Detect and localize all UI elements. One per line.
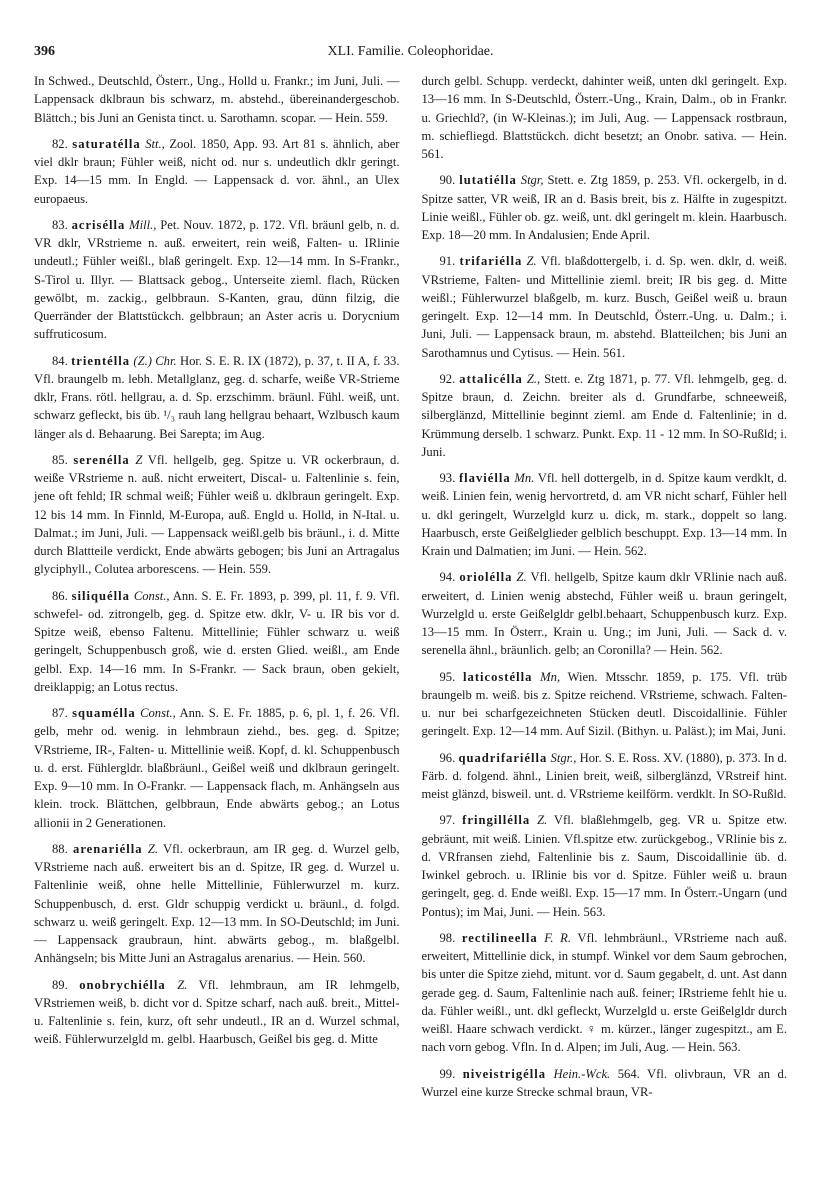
species-name: niveistrigélla	[462, 1066, 547, 1081]
species-name: onobrychiélla	[79, 977, 166, 992]
species-description: Ann. S. E. Fr. 1885, p. 6, pl. 1, f. 26. Vfl. gelb, mehr od. wenig. in lehmbraun ziehd., bes. geg. d. Spitze; VRstrieme, IR-, Falten- u. Mittellinie weiß. Kopf, d. kl. Schuppenbusch u. d. erst. Fühlergldr. blaßbräunl., Geißel weiß und dklbraun geringelt. Exp. 9—10 mm. In O-Frankr. — Lappensack flach, m. Anhängseln aus klein. trock. Blättchen, gelbbraun, Ende abwärts gebog.; an Lotus allionii in 2 Generationen.	[34, 706, 400, 830]
species-number: 95.	[439, 669, 456, 684]
species-description: Stett. e. Ztg 1871, p. 77. Vfl. lehmgelb, geg. d. Spitze braun, d. Zeichn. breiter als d. Grundfarbe, schneeweiß, silberglänzd, Mittellinie beginnt zieml. am Ende d. Faltenlinie; in d. Krümmung derselb. 1 schwarz. Punkt. Exp. 11 - 12 mm. In SO-Rußld; i. Juni.	[421, 371, 787, 459]
species-description: Vfl. hell dottergelb, in d. Spitze kaum verdklt, d. weiß. Linien fein, wenig hervortretd, d. am VR nicht scharf, Fühler hell u. dkl geringelt, Wurzelgld kurz u. dick, m. stark., doppelt so lang. Haarbusch, erste Geißelglieder gelblich beschuppt. Exp. 13—14 mm. In Krain und Dalmatien; im Juni. — Hein. 562.	[421, 471, 788, 558]
species-author: Z	[135, 452, 143, 467]
species-number: 96.	[439, 750, 456, 765]
species-number: 84.	[52, 353, 68, 368]
left-column	[34, 72, 400, 1109]
species-author: F. R.	[544, 930, 571, 945]
species-number: 97.	[439, 813, 456, 828]
species-entry	[422, 1065, 788, 1102]
species-entry	[422, 171, 788, 244]
species-name: saturatélla	[72, 136, 141, 151]
species-author: Hein.-Wck.	[553, 1066, 611, 1081]
species-name: quadrifariélla	[458, 750, 548, 765]
species-number: 87.	[52, 706, 68, 720]
species-description: Vfl. hellgelb, Spitze kaum dklr VRlinie nach auß. erweitert, d. Linien wenig abstechd, Fühler weiß u. braun geringelt, Wurzelgld u. erste Geißelgldr gelbl.behaart, Schuppenbusch kurz. Exp. 13—15 mm. In Österr., Krain u. Ung.; im Juni, Juli. — Sack d. v. serenella ähnl., bräunlich. gelb; an Coronilla? — Hein. 562.	[421, 570, 787, 658]
species-number: 88.	[52, 841, 68, 856]
right-column	[422, 72, 788, 1109]
species-description: Vfl. blaßdottergelb, i. d. Sp. wen. dklr, d. weiß. VRstrieme, Falten- und Mittellinie zieml. breit; IR bis geg. d. Mitte weißl.; Fühlerwurzel blaßgelb, m. kurz. Busch, Geißel weiß u. braun geringelt. Exp. 12—14 mm. In Deutschld, Österr.-Ung. u. Dalm.; i. Juni, Juli. — Lappensack braun, m. abstehd. Blatteilchen; bis Juni an Sarothamnus und Cytisus. — Hein. 561.	[421, 254, 788, 360]
species-name: arenariélla	[73, 841, 143, 856]
species-entry	[422, 749, 788, 804]
species-description: Vfl. ockerbraun, am IR geg. d. Wurzel gelb, VRstrieme nach auß. erweitert bis an d. Spitze, IR geg. d. Wurzel u. Faltenlinie weiß, ohne helle Mittellinie, Fühlerwurzel m. kurz. Schuppenbusch, d. erst. Gldr schuppig verdickt u. bräunl., d. folgd. schwarz u. weiß geringelt. Exp. 12—13 mm. In SO-Deutschld; im Juni. — Lappensack graubraun, hint. abwärts gebog., m. blaßgelbl. Anhängseln; bis Mitte Juni an Astragalus arenarius. — Hein. 560.	[34, 841, 400, 966]
species-number: 83.	[52, 217, 68, 232]
species-author: Mill.,	[129, 217, 157, 232]
species-name: siliquélla	[71, 588, 130, 603]
species-description: Vfl. blaßlehmgelb, geg. VR u. Spitze etw. gebräunt, mit weiß. Linien. Vfl.spitze etw. zurückgebog., VRlinie bis z. d. VRfransen ziehd, Faltenlinie bis z. Saum, Discoidallinie üb. d. Iwinkel gebroch. u. IRlinie bis vor d. Spitze. Fühler weiß u. braun geringelt, geg. d. Ende weißl. Exp. 15—17 mm. In Österr.-Ungarn (und Pontus); im Mai, Juni. — Hein. 563.	[421, 813, 788, 919]
species-entry	[422, 72, 788, 163]
species-description: durch gelbl. Schupp. verdeckt, dahinter weiß, unten dkl geringelt. Exp. 13—16 mm. In S-Deutschld, Österr.-Ung., Krain, Dalm., ob in Frankr. u. Griechld?, (in W-Kleinas.); im Juli, Aug. — Lappensack rostbraun, m. schiefliegd. Blattstückch. dicht besetzt; an Onobr. sativa. — Hein. 561.	[421, 74, 787, 161]
text-columns	[34, 72, 787, 1109]
species-number: 85.	[52, 452, 68, 467]
species-description: Wien. Mtsschr. 1859, p. 175. Vfl. trüb braungelb m. weiß. bis z. Spitze reichend. VRstrieme, schwach. Falten- u. nur bei scharfgezeichneten Stücken deutl. Discoidallinie. Fühler geringelt. Exp. 12—14 mm. Auf Sizil. (Bithyn. u. Paläst.); im Mai, Juni.	[421, 669, 788, 739]
species-description: Zool. 1850, App. 93. Art 81 s. ähnlich, aber viel dklr braun; Fühler weiß, nicht od. nur s. undeutlich dklr geringt. Exp. 14—15 mm. In Engld. — Lappensack d. vor. ähnl., an Ulex europaeus.	[34, 136, 400, 206]
species-entry	[34, 216, 400, 344]
species-number: 86.	[52, 588, 68, 603]
species-description: Vfl. hellgelb, geg. Spitze u. VR ockerbraun, d. weiße VRstrieme n. auß. nicht erweitert, Discal- u. Faltenlinie s. fein, jene oft fehld; IR schmal weiß; Fühler weiß u. dklbraun geringelt. Exp. 12 bis 14 mm. In Finnld, M-Europa, auß. Engld u. Holld, in N-Ital. u. Dalmat.; im Juni, Juli. — Lappensack weißl.gelb bis bräunl., i. d. Mitte durch Blattteile verdickt, Ende abwärts gebogen; bis Juni an Artragalus glyciphyll., Colutea arborescens. — Hein. 559.	[34, 452, 400, 577]
species-entry	[34, 976, 400, 1049]
species-author: Z.	[516, 570, 527, 585]
species-number: 99.	[439, 1066, 456, 1081]
species-entry	[422, 469, 788, 560]
species-entry	[422, 929, 788, 1057]
species-author: Z.	[526, 254, 537, 269]
page-header	[34, 44, 787, 68]
species-name: laticostélla	[463, 669, 533, 684]
species-author: Const.,	[133, 588, 170, 603]
running-title: XLI. Familie. Coleophoridae.	[327, 44, 494, 59]
species-description: Hor. S. E. R. IX (1872), p. 37, t. II A, f. 33. Vfl. braungelb m. lebh. Metallglanz, geg. d. scharfe, weiße VR-Strieme dklr, Frans. rötl. hellgrau, a. d. Sp. erzschimm. bräunl. Fühl. weiß, unt. schwarz gefleckt, bis üb. ¹/₃ rauh lang hellgrau behaart, Wzlbusch kaum länger als d. Behaarung. Bei Sarepta; im Aug.	[34, 353, 400, 441]
species-description: Ann. S. E. Fr. 1893, p. 399, pl. 11, f. 9. Vfl. schwefel- od. zitrongelb, geg. d. Spitze etw. dklr, V- u. IR bis vor d. Spitze weiß, ebenso Faltenu. Mittellinie; Fühler schwarz u. weiß geringelt, Schuppenbusch groß, wie d. ersten Glied. weißl., am Ende gelbl. Exp. 14—16 mm. In S-Frankr. — Sack braun, oben gekielt, dreiklappig; an Lotus rectus.	[34, 588, 400, 694]
species-author: Z.	[147, 841, 158, 856]
species-author: (Z.) Chr.	[133, 353, 177, 368]
species-entry	[34, 704, 400, 832]
species-number: 82.	[52, 136, 68, 151]
species-number: 90.	[439, 173, 456, 188]
species-number: 89.	[52, 977, 68, 992]
species-author: Z.	[537, 813, 548, 828]
species-entry	[34, 72, 400, 127]
species-number: 91.	[439, 254, 456, 269]
species-author: Mn,	[540, 669, 561, 684]
species-name: oriolélla	[459, 570, 513, 585]
species-name: squamélla	[72, 706, 136, 720]
species-entry	[422, 370, 788, 461]
species-name: rectilineella	[461, 930, 538, 945]
species-entry	[34, 587, 400, 697]
species-author: Stgr,	[520, 173, 544, 188]
page-number: 396	[34, 44, 55, 59]
species-description: 564. Vfl. olivbraun, VR an d. Wurzel eine kurze Strecke schmal braun, VR-	[421, 1066, 787, 1099]
species-name: lutatiélla	[459, 173, 517, 188]
species-name: fringillélla	[462, 813, 531, 828]
species-name: acrisélla	[71, 217, 126, 232]
species-number: 98.	[439, 930, 456, 945]
species-entry	[34, 840, 400, 968]
species-description: Hor. S. E. Ross. XV. (1880), p. 373. In d. Färb. d. folgend. ähnl., Linien breit, weiß, silberglänzd, VRstreif hint. meist glänzd, bisweil. unt. d. VRstrieme keilförm. verdklt. In SO-Rußld.	[421, 750, 787, 801]
species-author: Const.,	[140, 706, 176, 720]
species-entry	[422, 252, 788, 362]
species-description: Stett. e. Ztg 1859, p. 253. Vfl. ockergelb, in d. Spitze satter, VR weiß, IR an d. Basis breit, bis z. Hälfte in zugespitzt. Linie weißl., Fühler ob. gz. weiß, unt. dkl geringelt m. klein. Haarbusch. Exp. 18—20 mm. In Andalusien; Ende April.	[421, 173, 787, 242]
species-number: 93.	[439, 471, 456, 485]
species-description: Vfl. lehmbräunl., VRstrieme nach auß. erweitert, Mittellinie dick, in stumpf. Winkel vor dem Saum gebrochen, bis unter die Spitze ziehd, mitunt. vor d. Saum gegabelt, d. unt. Ast dann gerade geg. d. Saum, Faltenlinie nach auß. feiner; IRstrieme fehlt hie u. da. Fühler weißl., unt. dkl gefleckt, Wurzelgld u. erste Geißelgldr durch weißl. Haare schwach verdickt. ♀ m. kürzer., länger zugespitzt., am E. nach vorn gebog. Vfln. In d. Alpen; im Juli, Aug. — Hein. 563.	[421, 930, 788, 1055]
species-entry	[34, 352, 400, 443]
species-number: 92.	[439, 371, 456, 386]
species-description: Vfl. lehmbraun, am IR lehmgelb, VRstriemen weiß, b. dicht vor d. Spitze scharf, nach auß. breit., Mittel- u. Faltenlinie s. fein, kurz, oft sehr undeutl., IR an d. Wurzel schmal, weiß. Fühlerwurzelgld m. gelbl. Haarbusch, Geißel bis geg. d. Mitte	[34, 977, 400, 1047]
species-name: trientélla	[71, 353, 131, 368]
species-author: Z.	[177, 977, 188, 992]
species-name: flaviélla	[458, 471, 511, 485]
species-author: Z.,	[526, 371, 541, 386]
species-entry	[34, 451, 400, 579]
species-entry	[422, 811, 788, 921]
species-name: serenélla	[73, 452, 130, 467]
species-author: Stt.,	[145, 136, 165, 151]
species-entry	[422, 668, 788, 741]
species-number: 94.	[439, 570, 456, 585]
species-name: attalicélla	[459, 371, 523, 386]
species-author: Mn.	[514, 471, 535, 485]
species-entry	[34, 135, 400, 208]
species-name: trifariélla	[459, 254, 523, 269]
species-description: In Schwed., Deutschld, Österr., Ung., Holld u. Frankr.; im Juni, Juli. — Lappensack dklbraun bis schwarz, m. abstehd., übereinandergeschob. Blättch.; bis Juni an Genista tinct. u. Sarothamn. scopar. — Hein. 559.	[34, 74, 400, 125]
species-description: Pet. Nouv. 1872, p. 172. Vfl. bräunl gelb, n. d. VR dklr, VRstrieme n. auß. erweitert, rein weiß, Falten- u. IRlinie undeutl.; Fühler weißl., blaß geringelt. Exp. 12—14 mm. In S-Frankr., S-Tirol u. Illyr. — Blattsack gebog., Unterseite zieml. flach, Rücken gewölbt, m. zackig., gelbbraun. S-Kanten, grau, dünn filzig, die Querränder der Blattstückch. gelbbraun; an Aster acris u. Dorycnium suffruticosum.	[34, 217, 400, 342]
species-author: Stgr.,	[550, 750, 577, 765]
species-entry	[422, 568, 788, 659]
